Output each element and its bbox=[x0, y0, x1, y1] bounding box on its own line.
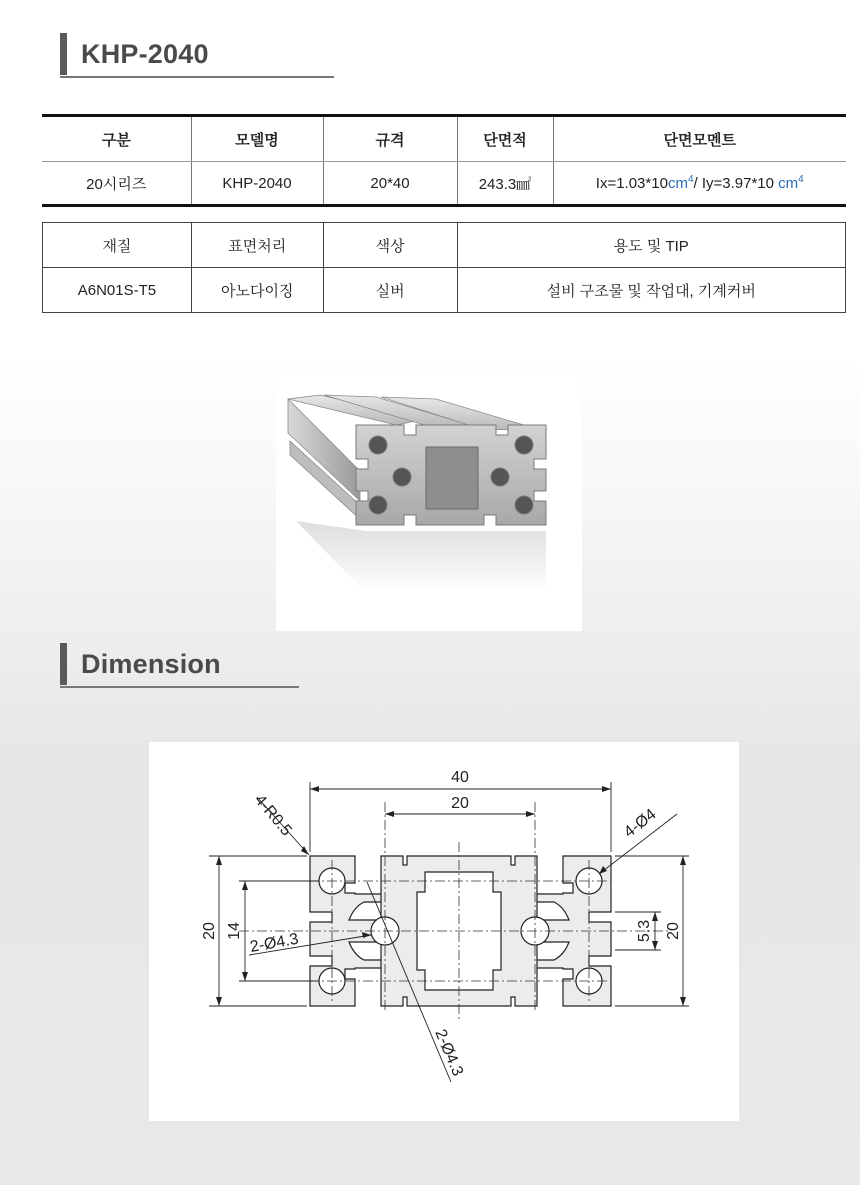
header-finish: 표면처리 bbox=[191, 223, 323, 268]
cell-model: KHP-2040 bbox=[191, 162, 323, 206]
dim-height-left: 20 bbox=[201, 922, 218, 940]
page-title: KHP-2040 bbox=[81, 38, 209, 69]
title-underline bbox=[60, 686, 299, 688]
moment-ix: Ix=1.03*10 bbox=[595, 175, 668, 192]
cell-area: 243.3㎟ bbox=[457, 162, 553, 206]
cell-moment bbox=[553, 162, 846, 206]
header-area: 단면적 bbox=[457, 116, 553, 162]
dimension-drawing bbox=[149, 742, 739, 1121]
title-underline bbox=[60, 76, 334, 78]
cell-size: 20*40 bbox=[323, 162, 457, 206]
product-image bbox=[276, 371, 582, 631]
table-row bbox=[42, 162, 846, 206]
cell-material: A6N01S-T5 bbox=[43, 268, 192, 313]
header-category: 구분 bbox=[42, 116, 191, 162]
aluminum-profile-render bbox=[276, 371, 582, 631]
cross-section-drawing bbox=[149, 742, 739, 1121]
table-header-row bbox=[43, 223, 846, 268]
header-material: 재질 bbox=[43, 223, 192, 268]
dim-inner-left: 14 bbox=[226, 922, 243, 940]
moment-iy: / Iy=3.97*10 bbox=[693, 175, 779, 192]
moment-unit-iy: cm bbox=[778, 175, 799, 192]
moment-unit-ix: cm bbox=[667, 175, 688, 192]
table-row bbox=[43, 268, 846, 313]
header-size: 규격 bbox=[323, 116, 457, 162]
spec-table-material bbox=[42, 222, 846, 313]
title-accent-bar bbox=[60, 33, 67, 75]
cell-series: 20시리즈 bbox=[86, 175, 147, 193]
moment-exp-iy: 4 bbox=[798, 174, 804, 185]
label-radius: 4-R0.5 bbox=[250, 791, 295, 840]
dim-slot-pitch: 20 bbox=[451, 795, 469, 812]
header-color: 색상 bbox=[323, 223, 457, 268]
cell-usage: 설비 구조물 및 작업대, 기계커버 bbox=[457, 268, 846, 313]
dim-total-width: 40 bbox=[451, 769, 469, 786]
dim-height-right: 20 bbox=[665, 922, 682, 940]
cell-finish: 아노다이징 bbox=[191, 268, 323, 313]
table-header-row bbox=[42, 116, 846, 162]
dim-slot-right: 5.3 bbox=[636, 919, 653, 943]
section-title-dimension bbox=[60, 642, 221, 686]
header-usage: 용도 및 TIP bbox=[457, 223, 846, 268]
label-center-bottom: 2-Ø4.3 bbox=[431, 1026, 467, 1079]
moment-exp-ix: 4 bbox=[687, 174, 694, 185]
header-model: 모델명 bbox=[191, 116, 323, 162]
section-title-model bbox=[60, 32, 209, 76]
spec-table-main bbox=[42, 114, 846, 207]
label-center-left: 2-Ø4.3 bbox=[248, 930, 300, 956]
section-heading: Dimension bbox=[81, 648, 221, 679]
label-corner-holes: 4-Ø4 bbox=[620, 805, 660, 842]
title-accent-bar bbox=[60, 643, 67, 685]
header-moment: 단면모멘트 bbox=[553, 116, 846, 162]
cell-color: 실버 bbox=[323, 268, 457, 313]
